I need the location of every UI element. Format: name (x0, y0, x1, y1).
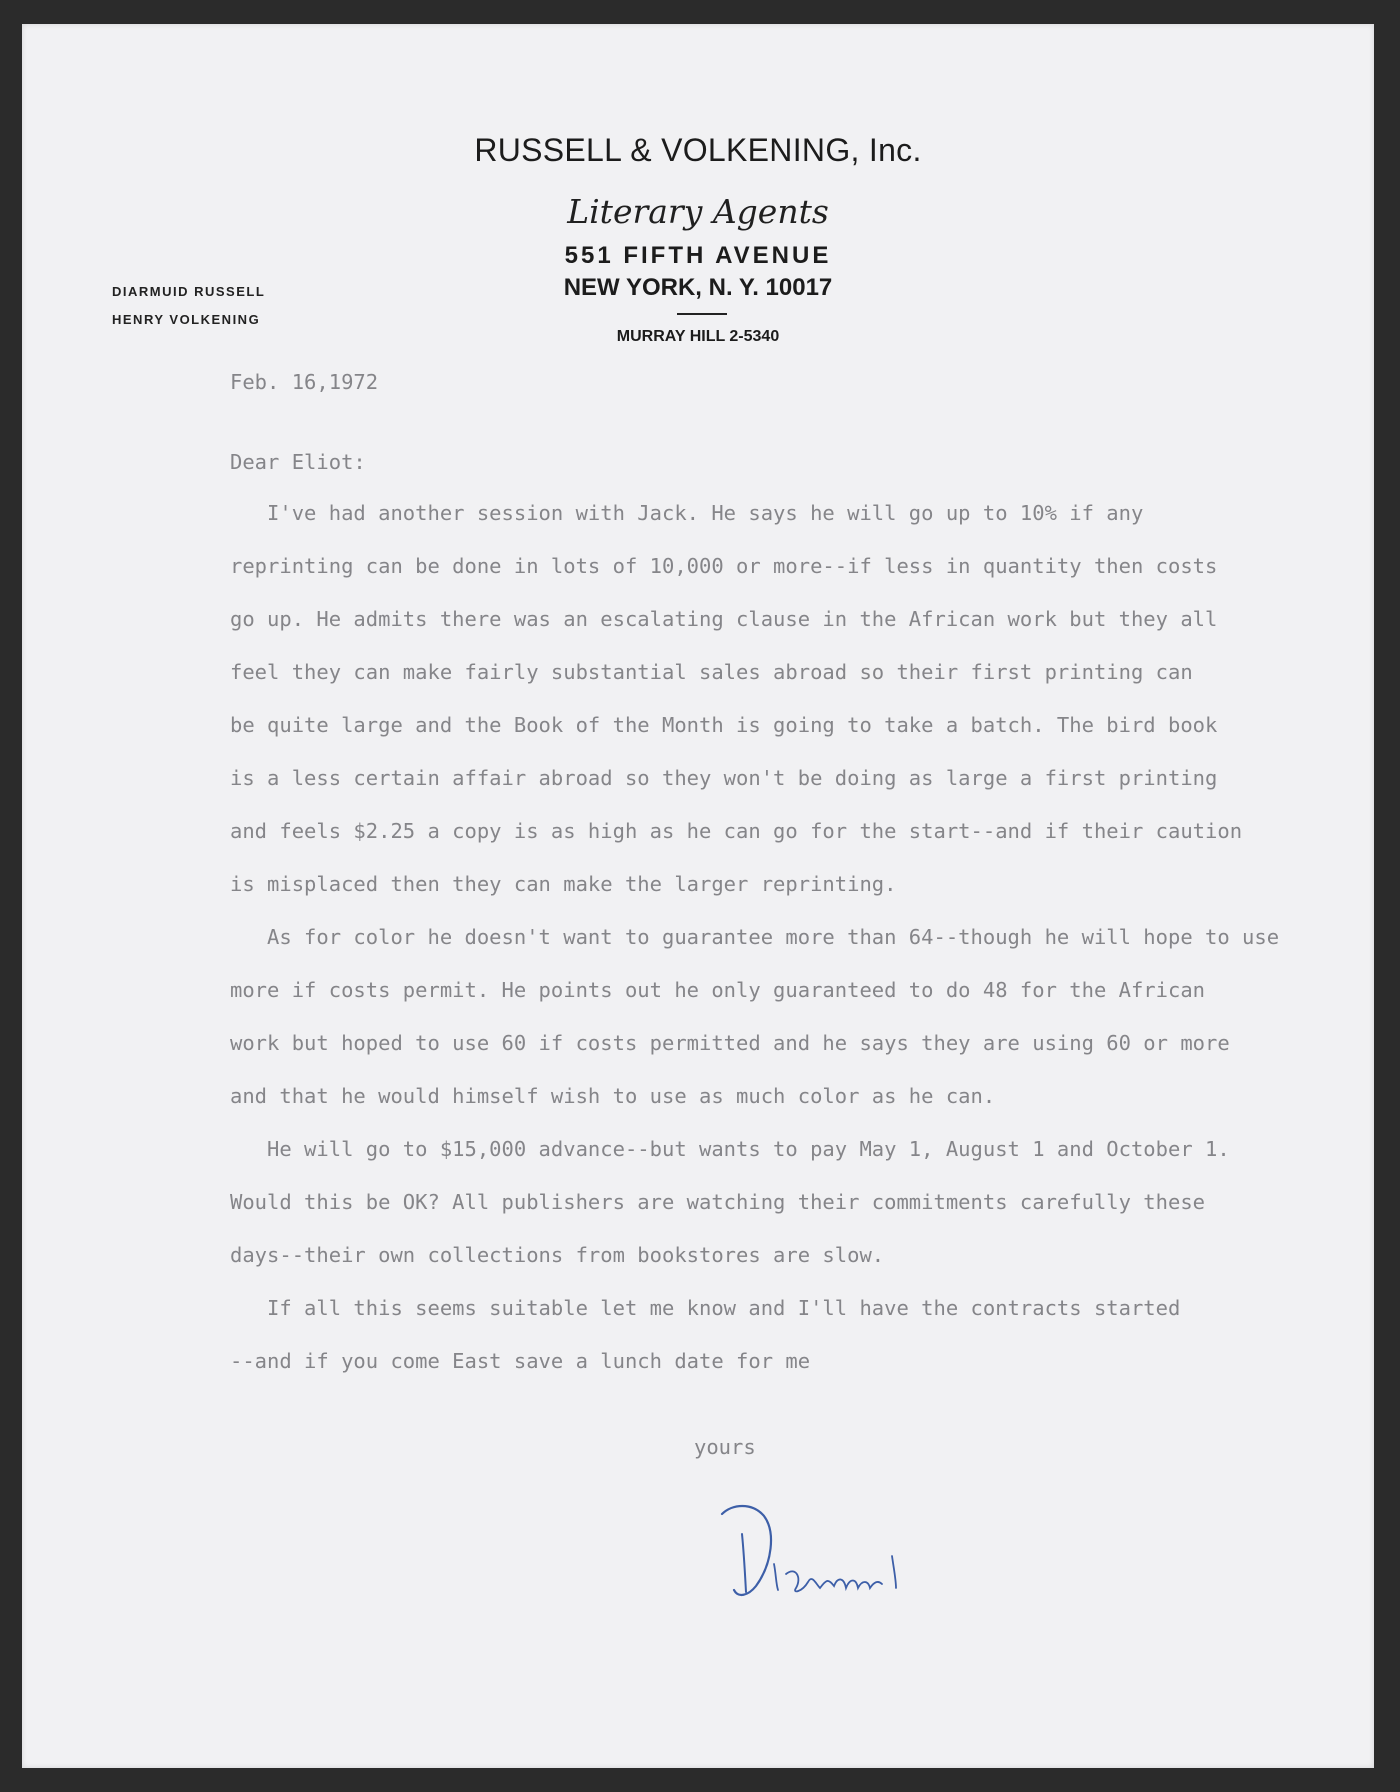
closing: yours (694, 1435, 756, 1459)
body-line: be quite large and the Book of the Month is going to take a batch. The bird book (230, 713, 1218, 737)
body-line: is a less certain affair abroad so they won't be doing as large a first printing (230, 766, 1218, 790)
body-line: If all this seems suitable let me know and I'll have the contracts started (230, 1296, 1181, 1320)
body-line: is misplaced then they can make the larger reprinting. (230, 872, 897, 896)
phone-number: MURRAY HILL 2-5340 (616, 328, 780, 345)
handwritten-signature (712, 1494, 932, 1604)
body-line: Would this be OK? All publishers are watching their commitments carefully these (230, 1190, 1206, 1214)
city-address: NEW YORK, N. Y. 10017 (563, 274, 833, 301)
body-line: reprinting can be done in lots of 10,000 or more--if less in quantity then costs (230, 554, 1218, 578)
street-address: 551 FIFTH AVENUE (564, 242, 832, 269)
partner-name: DIARMUID RUSSELL (112, 284, 266, 299)
letterhead-divider (677, 313, 727, 315)
partner-name: HENRY VOLKENING (112, 312, 261, 327)
body-line: go up. He admits there was an escalating clause in the African work but they all (230, 607, 1218, 631)
body-line: I've had another session with Jack. He says he will go up to 10% if any (230, 501, 1144, 525)
body-line: feel they can make fairly substantial sales abroad so their first printing can (230, 660, 1193, 684)
salutation: Dear Eliot: (230, 450, 366, 474)
letter-date: Feb. 16,1972 (230, 370, 379, 394)
body-line: days--their own collections from bookstores are slow. (230, 1243, 885, 1267)
body-line: He will go to $15,000 advance--but wants to pay May 1, August 1 and October 1. (230, 1137, 1230, 1161)
firm-tagline: Literary Agents (567, 192, 829, 231)
firm-name: RUSSELL & VOLKENING, Inc. (474, 132, 922, 168)
body-line: and that he would himself wish to use as much color as he can. (230, 1084, 996, 1108)
body-line: and feels $2.25 a copy is as high as he can go for the start--and if their caution (230, 819, 1243, 843)
partner-list (112, 278, 265, 334)
body-line: --and if you come East save a lunch date for me (230, 1349, 811, 1373)
body-line: more if costs permit. He points out he only guaranteed to do 48 for the African (230, 978, 1206, 1002)
letter-page (22, 24, 1374, 1768)
body-line: As for color he doesn't want to guarantee more than 64--though he will hope to use (230, 925, 1280, 949)
body-line: work but hoped to use 60 if costs permitted and he says they are using 60 or more (230, 1031, 1230, 1055)
